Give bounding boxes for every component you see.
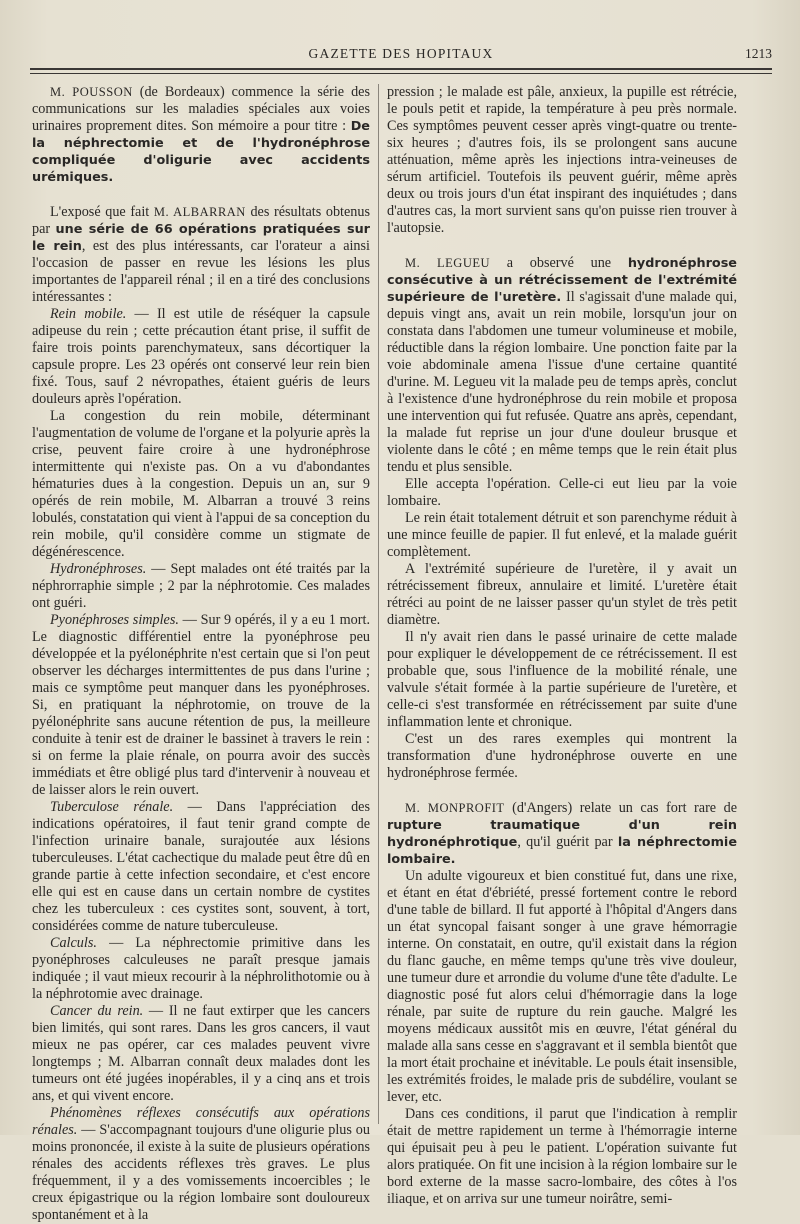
pyonephroses-paragraph: Pyonéphroses simples. — Sur 9 opérés, il y a eu 1 mort. Le diagnostic différentiel entre la pyonéphrose peu développée et la pyélonéphrite n'est certain que si l'on peut observer les décharges intermittentes de pus dans l'urine ; mais ce symptôme peut manquer dans les pyonéphroses. Si, en pratiquant la néphrotomie, on trouve de la pyélonéphrite sans aucune rétention de pus, la meilleure conduite à tenir est de drainer le bassinet à travers le rein : si on ferme la plaie rénale, on pourra avoir des succès immédiats et être obligé plus tard d'intervenir à nouveau et de laisser alors le rein ouvert.	[32, 612, 370, 798]
conditions-paragraph: Dans ces conditions, il parut que l'indication à remplir était de mettre rapidement un terme à l'hémorragie interne qui épuisait peu à peu le patient. L'opération suivante fut alors pratiquée. On fit une incision à la région lombaire sur le bord externe de la masse sacro-lombaire, des côtes à l'os iliaque, et on arriva sur une tumeur noirâtre, semi-	[387, 1106, 737, 1207]
right-column	[387, 84, 737, 1208]
page-number: 1213	[745, 46, 772, 61]
reflexes-paragraph: Phénomènes réflexes consécutifs aux opérations rénales. — S'accompagnant toujours d'une oligurie plus ou moins prononcée, il existe à la suite de plusieurs opérations rénales des accidents réflexes très graves. Le plus fréquemment, il y a des vomissements incoercibles ; le creux épigastrique ou la région lombaire sont douloureux spontanément et à la	[32, 1105, 370, 1223]
journal-title: GAZETTE DES HOPITAUX	[308, 46, 494, 61]
column-divider	[378, 84, 379, 1124]
rein-mobile-paragraph: Rein mobile. — Il est utile de réséquer la capsule adipeuse du rein ; cette précaution étant prise, il suffit de faire trois points parenchymateux, sans décortiquer la capsule propre. Les 23 opérés ont conservé leur rein bien fixé. Tous, sauf 2 névropathes, étaient guéris de leurs douleurs après l'opération.	[32, 306, 370, 407]
congestion-paragraph: La congestion du rein mobile, déterminant l'augmentation de volume de l'organe et la polyurie après la crise, peuvent faire croire à une hydronéphrose intermittente qui n'existe pas. On a vu d'abondantes hématuries dues à la congestion. Depuis un an, sur 9 opérés de rein mobile, M. Albarran a trouvé 3 reins lobulés, constatation qui vient à l'appui de sa conception du rein mobile, qu'il considère comme un stigmate de dégénérescence.	[32, 408, 370, 560]
continuation-paragraph: pression ; le malade est pâle, anxieux, la pupille est rétrécie, le pouls petit et rapide, la température à peu près normale. Ces symptômes peuvent cesser après vingt-quatre ou trente-six heures ; d'autres fois, ils se prolongent sans aucune atténuation, même après les injections intra-veineuses de sérum artificiel. Toutefois ils peuvent guérir, même après deux ou trois jours d'un état inspirant des inquiétudes ; dans d'autres cas, la mort survient sans qu'on puisse rien trouver à l'autopsie.	[387, 84, 737, 236]
header-rule-thin	[30, 73, 772, 74]
monprofit-paragraph: M. MONPROFIT (d'Angers) relate un cas fort rare de rupture traumatique d'un rein hydronéphrotique, qu'il guérit par la néphrectomie lombaire.	[387, 800, 737, 867]
hydronephroses-paragraph: Hydronéphroses. — Sept malades ont été traités par la néphrorraphie simple ; 2 par la néphrotomie. Ces malades ont guéri.	[32, 561, 370, 611]
rares-exemples-paragraph: C'est un des rares exemples qui montrent la transformation d'une hydronéphrose ouverte en une hydronéphrose fermée.	[387, 731, 737, 781]
legueu-paragraph: M. LEGUEU a observé une hydronéphrose consécutive à un rétrécissement de l'extrémité supérieure de l'uretère. Il s'agissait d'une malade qui, depuis vingt ans, avait un rein mobile, lorsqu'un jour on constata dans l'abdomen une tumeur volumineuse et mobile, réductible dans la région lombaire. Une ponction faite par la voie abdominale amena l'issue d'une certaine quantité d'urine. M. Legueu vit la malade peu de temps après, conclut à l'existence d'une hydronéphrose du rein mobile et proposa une intervention qui fut refusée. Quatre ans après, cependant, la malade fut reprise un jour d'une douleur brusque et violente dans le côté ; en même temps que le rein était plus tendu et plus sensible.	[387, 255, 737, 475]
adulte-paragraph: Un adulte vigoureux et bien constitué fut, dans une rixe, et étant en état d'ébriété, pressé fortement contre le rebord d'une table de billard. Il fut apporté à l'hôpital d'Angers dans un état syncopal faisant songer à une grave hémorragie interne. On constatait, en outre, qu'il existait dans la région du flanc gauche, en même temps qu'une très vive douleur, une tumeur dure et arrondie du volume d'une tête d'adulte. Le diagnostic posé fut alors celui d'hémorragie dans la loge rénale, par suite de rupture du rein gauche. Malgré les moyens médicaux aussitôt mis en œuvre, l'état général du malade alla sans cesse en s'aggravant et il sembla bientôt que la mort était prochaine et inévitable. Le pouls était insensible, les extrémités froides, le malade pris de subdélire, voulant se lever, etc.	[387, 868, 737, 1105]
retrecissement-paragraph: A l'extrémité supérieure de l'uretère, il y avait un rétrécissement fibreux, annulaire et limité. L'uretère était rétréci au point de ne laisser passer qu'un stylet de très petit diamètre.	[387, 561, 737, 628]
albarran-paragraph: L'exposé que fait M. ALBARRAN des résultats obtenus par une série de 66 opérations pratiquées sur le rein, est des plus intéressants, car l'orateur a ainsi l'occasion de passer en revue les lésions les plus importantes de l'appareil rénal ; il en a tiré des conclusions intéressantes :	[32, 204, 370, 305]
header-rule-thick	[30, 68, 772, 70]
rein-detruit-paragraph: Le rein était totalement détruit et son parenchyme réduit à une mince feuille de papier. Il fut enlevé, et la malade guérit complètement.	[387, 510, 737, 560]
operation-accepted-paragraph: Elle accepta l'opération. Celle-ci eut lieu par la voie lombaire.	[387, 476, 737, 509]
page-header	[30, 46, 772, 68]
calculs-paragraph: Calculs. — La néphrectomie primitive dans les pyonéphroses calculeuses ne paraît presque jamais indiquée ; il vaut mieux recourir à la néphrolithotomie ou à la néphrotomie avec drainage.	[32, 935, 370, 1002]
tuberculose-paragraph: Tuberculose rénale. — Dans l'appréciation des indications opératoires, il faut tenir grand compte de l'infection urinaire banale, surajoutée aux lésions tuberculeuses. L'état cachectique du malade peut être dû en grande partie à cette infection secondaire, et c'est encore elle qui est en cause dans un certain nombre de cystites chez les tuberculeux : ces cystites sont, souvent, à tort, considérées comme de nature tuberculeuse.	[32, 799, 370, 934]
pousson-paragraph: M. POUSSON (de Bordeaux) commence la série des communications sur les maladies spéciales aux voies urinaires proprement dites. Son mémoire a pour titre : De la néphrectomie et de l'hydronéphrose compliquée d'oligurie avec accidents urémiques.	[32, 84, 370, 185]
cancer-paragraph: Cancer du rein. — Il ne faut extirper que les cancers bien limités, qui sont rares. Dans les gros cancers, il vaut mieux ne pas opérer, car ces malades peuvent vivre longtemps ; M. Albarran connaît deux malades dont les tumeurs ont été jugées inopérables, il y a cinq ans et trois ans, et qui vivent encore.	[32, 1003, 370, 1104]
passe-urinaire-paragraph: Il n'y avait rien dans le passé urinaire de cette malade pour expliquer le développement de ce rétrécissement. Il est probable que, sous l'influence de la mobilité rénale, une valvule s'était formée à la partie supérieure de l'uretère, et celle-ci s'est transformée en rétrécissement par suite d'une inflammation lente et chronique.	[387, 629, 737, 730]
left-column	[32, 84, 370, 1224]
